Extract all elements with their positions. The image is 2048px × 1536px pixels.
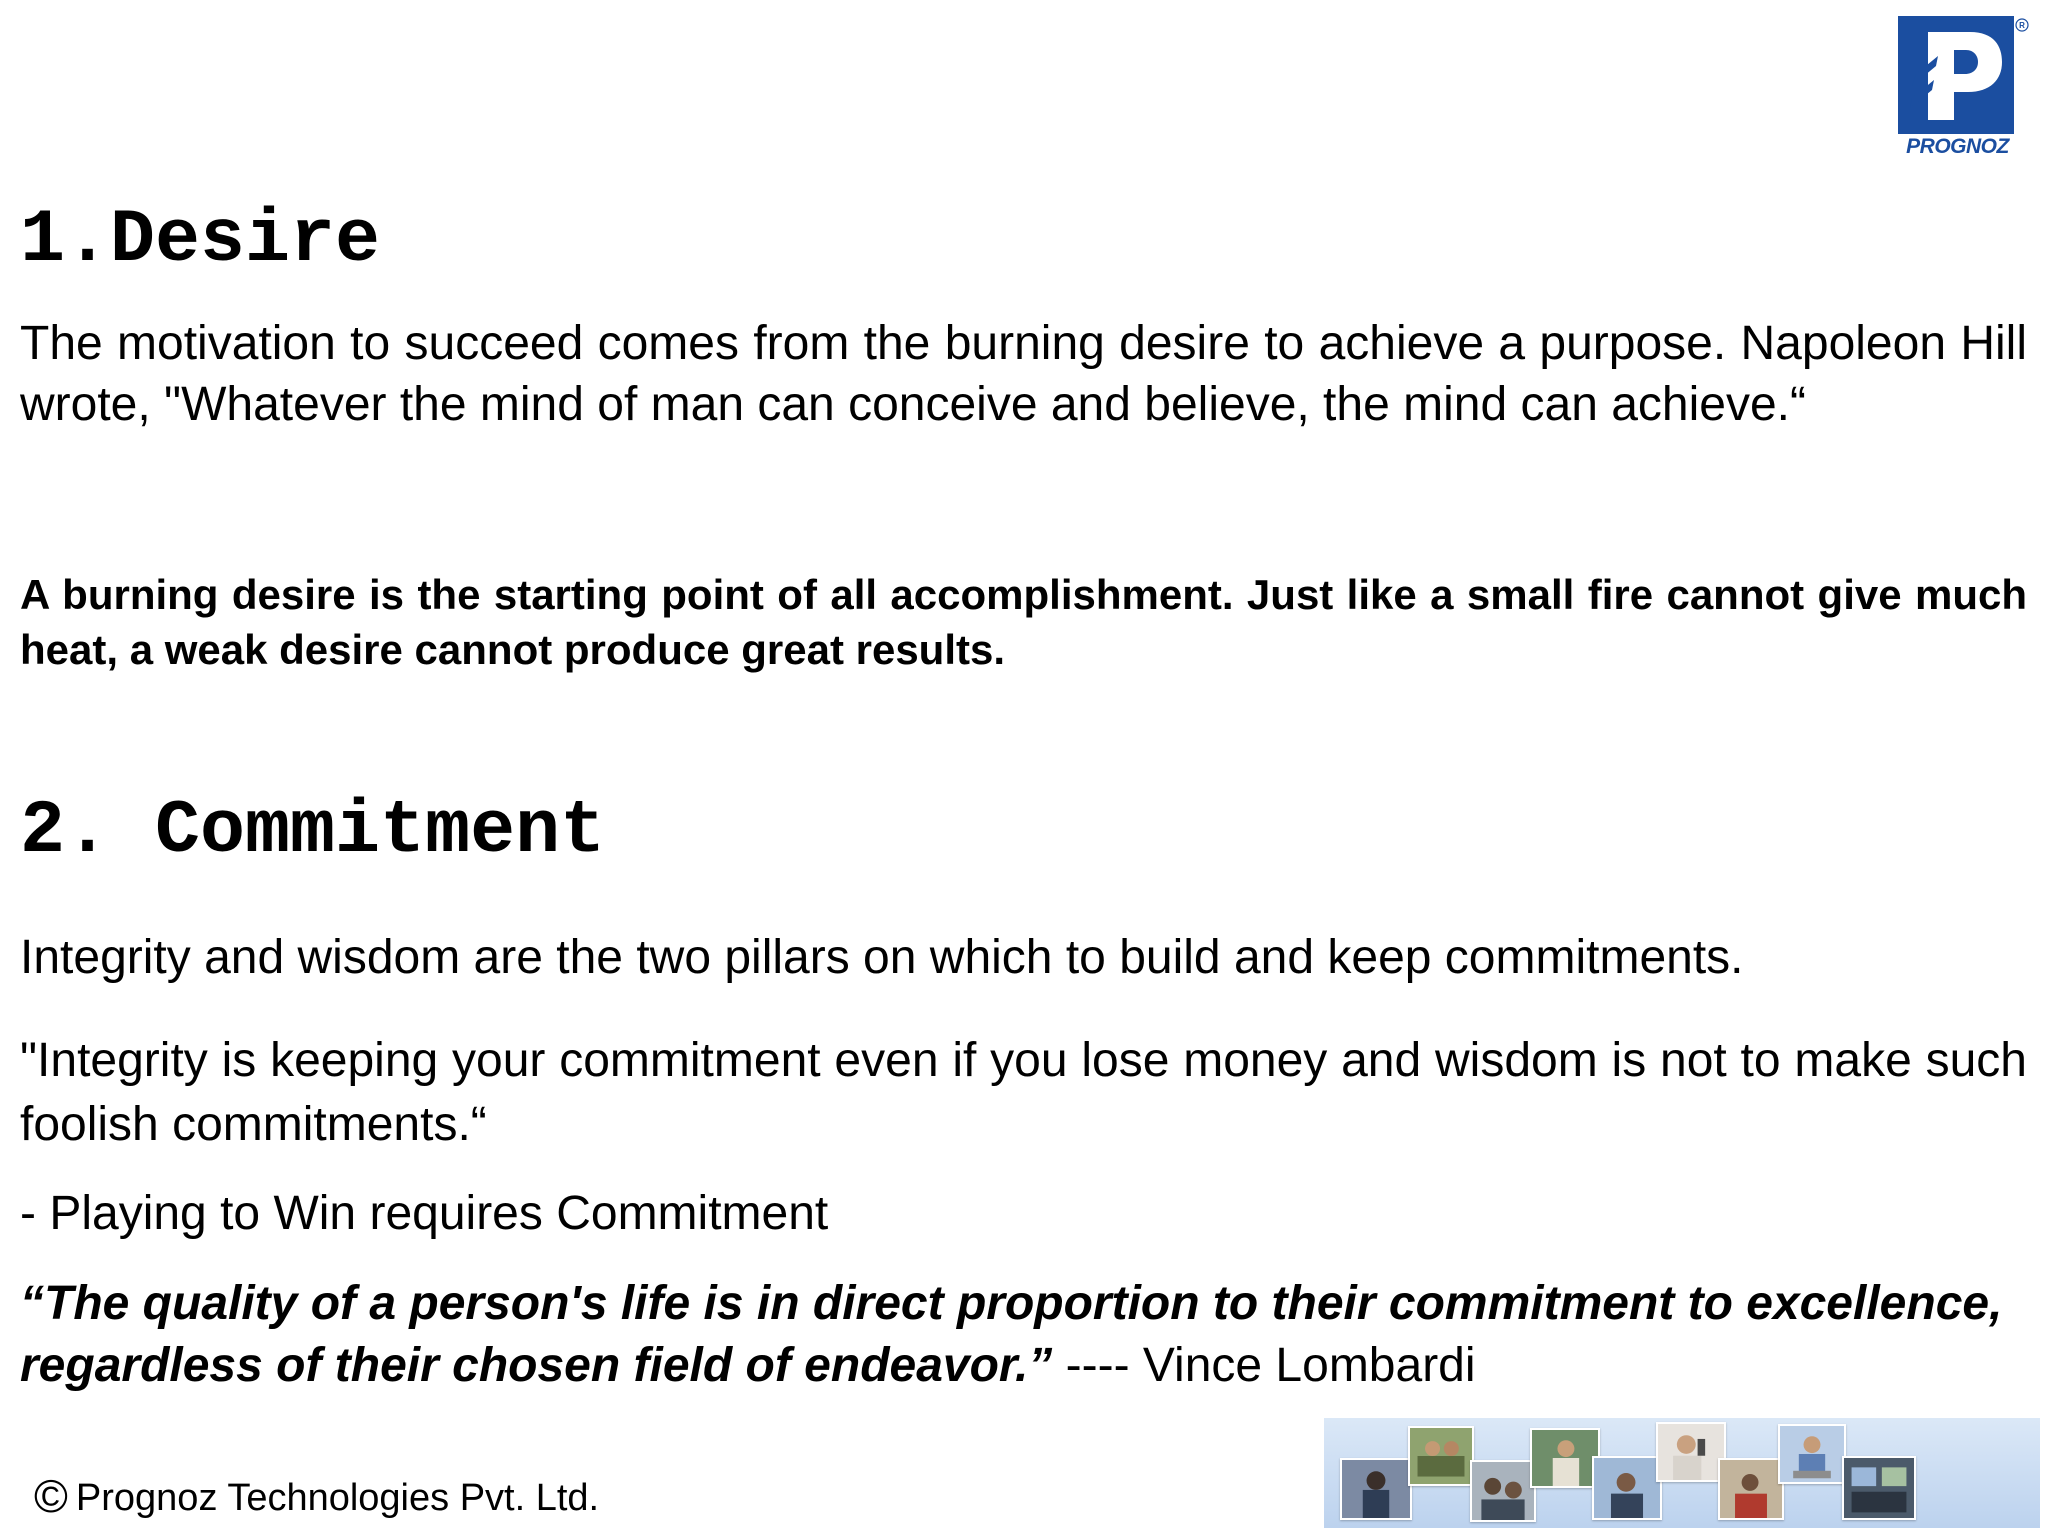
desire-bold-paragraph: A burning desire is the starting point of all accomplishment. Just like a small fire cannot give much heat, a weak desire cannot produce great results. [20, 571, 2027, 673]
photo-worker [1340, 1458, 1412, 1520]
copyright [34, 1472, 599, 1522]
photo-team [1408, 1426, 1474, 1486]
registered-mark-icon [2015, 18, 2029, 32]
photo-strip [1324, 1418, 2040, 1528]
commitment-paragraph-3: - Playing to Win requires Commitment [20, 1187, 829, 1240]
lombardi-quote: “The quality of a person's life is in direct proportion to their commitment to excellence, regardless of their chosen field of endeavor.” [20, 1277, 2003, 1392]
prognoz-logo [1895, 16, 2025, 166]
copyright-text: Prognoz Technologies Pvt. Ltd. [75, 1477, 600, 1519]
copyright-icon: © [34, 1470, 68, 1522]
logo-text: PROGNOZ [1906, 135, 2009, 158]
svg-text:R: R [2019, 21, 2025, 30]
photo-laptop [1778, 1424, 1846, 1484]
quote-attribution: ---- Vince Lombardi [1052, 1339, 1476, 1392]
prognoz-logo-mark [1898, 16, 2014, 134]
desire-paragraph: The motivation to succeed comes from the burning desire to achieve a purpose. Napoleon Hill wrote, "Whatever the mind of man can conceive and believe, the mind can achieve.“ [20, 317, 2027, 431]
heading-desire: 1.Desire [20, 198, 381, 283]
commitment-paragraph-1: Integrity and wisdom are the two pillars on which to build and keep commitments. [20, 931, 1744, 984]
photo-engineer [1530, 1428, 1600, 1488]
commitment-paragraph-2: "Integrity is keeping your commitment even if you lose money and wisdom is not to make such foolish commitments.“ [20, 1034, 2027, 1151]
lombardi-quote-block [20, 1273, 2027, 1397]
photo-screens [1842, 1456, 1916, 1520]
heading-commitment: 2. Commitment [20, 789, 606, 874]
photo-phone-call [1656, 1422, 1726, 1482]
photo-meeting [1470, 1460, 1536, 1522]
photo-office [1718, 1458, 1784, 1520]
photo-presentation [1592, 1456, 1662, 1520]
